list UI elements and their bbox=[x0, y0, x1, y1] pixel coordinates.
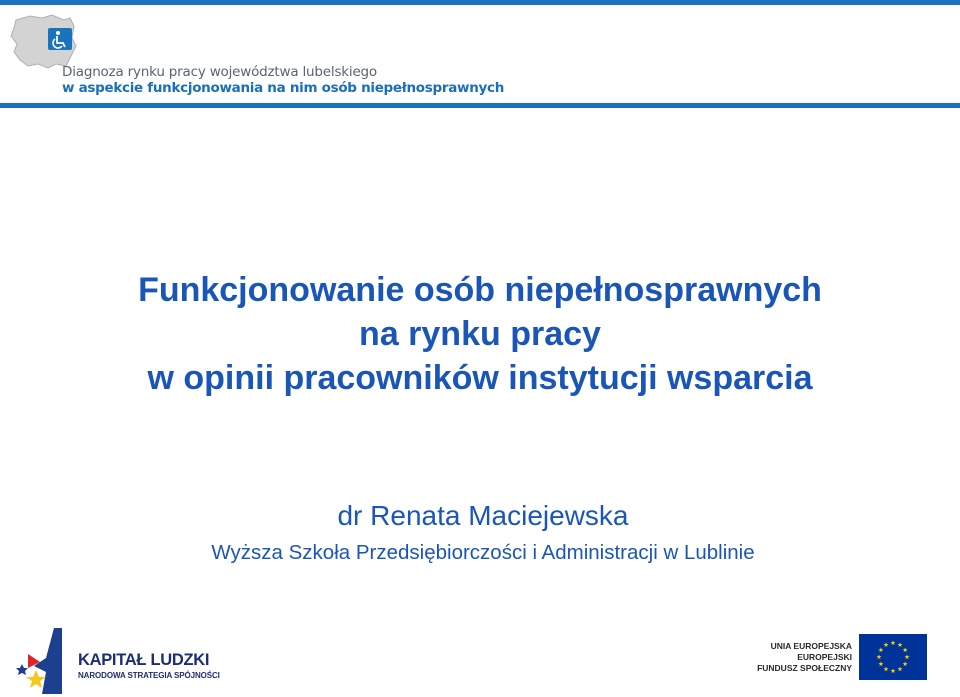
header-divider bbox=[0, 103, 960, 108]
eu-logo-text bbox=[700, 641, 852, 674]
header-top-bar bbox=[0, 0, 960, 5]
poland-map-wheelchair-icon bbox=[8, 12, 78, 70]
eu-logo-line: UNIA EUROPEJSKA bbox=[770, 641, 852, 651]
author-institution: Wyższa Szkoła Przedsiębiorczości i Administracji w Lublinie bbox=[211, 541, 755, 564]
header-banner bbox=[0, 0, 960, 110]
eu-logo-line: FUNDUSZ SPOŁECZNY bbox=[757, 663, 852, 673]
slide-title-line: na rynku pracy bbox=[359, 315, 601, 353]
kapital-ludzki-subtitle: NARODOWA STRATEGIA SPÓJNOŚCI bbox=[78, 671, 220, 680]
slide-title bbox=[0, 268, 960, 400]
header-project-title: Diagnoza rynku pracy województwa lubelskiego bbox=[62, 64, 377, 80]
author-name: dr Renata Maciejewska bbox=[337, 500, 629, 531]
slide-title-line: w opinii pracowników instytucji wsparcia bbox=[147, 359, 813, 397]
kapital-ludzki-title: KAPITAŁ LUDZKI bbox=[78, 651, 210, 669]
eu-logo-line: EUROPEJSKI bbox=[797, 652, 852, 662]
slide-title-line: Funkcjonowanie osób niepełnosprawnych bbox=[138, 271, 822, 309]
eu-flag-icon bbox=[859, 634, 927, 680]
header-project-subtitle: w aspekcie funkcjonowania na nim osób niepełnosprawnych bbox=[62, 80, 505, 96]
